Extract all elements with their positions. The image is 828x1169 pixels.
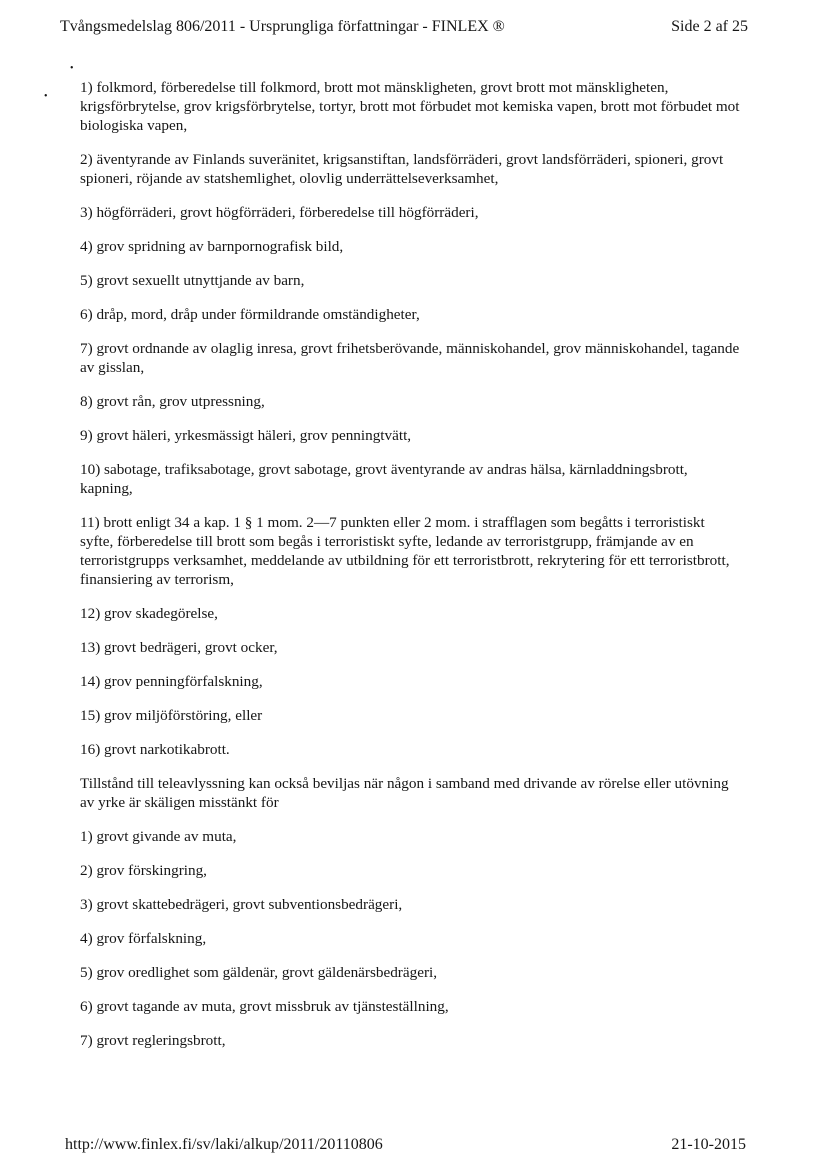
list-item-1-folkmord: 1) folkmord, förberedelse till folkmord, brott mot mänskligheten, grovt brott mot mänskligheten, krigsförbrytelse, grov krigsförbrytelse, tortyr, brott mot förbudet mot kemiska vapen, brott mot förbudet mot biologiska vapen, bbox=[80, 79, 740, 134]
page-footer bbox=[65, 1136, 746, 1158]
list-item-5-oredlighet: 5) grov oredlighet som gäldenär, grovt gäldenärsbedrägeri, bbox=[80, 964, 438, 981]
list-item-10-sabotage: 10) sabotage, trafiksabotage, grovt sabotage, grovt äventyrande av andras hälsa, kärnladdningsbrott, kapning, bbox=[80, 461, 688, 497]
list-item-9-haleri: 9) grovt häleri, yrkesmässigt häleri, grov penningtvätt, bbox=[80, 427, 412, 444]
list-item-1-muta: 1) grovt givande av muta, bbox=[80, 828, 237, 845]
list-item-14-penningforfalskning: 14) grov penningförfalskning, bbox=[80, 673, 263, 690]
list-item-12-skadegorelse: 12) grov skadegörelse, bbox=[80, 605, 218, 622]
list-item-4-forfalskning: 4) grov förfalskning, bbox=[80, 930, 207, 947]
page-header bbox=[60, 18, 748, 40]
list-item-7-regleringsbrott: 7) grovt regleringsbrott, bbox=[80, 1032, 226, 1049]
list-item-7-olaglig-inresa: 7) grovt ordnande av olaglig inresa, grovt frihetsberövande, människohandel, grov människohandel, tagande av gisslan, bbox=[80, 340, 740, 376]
list-item-4-barnpornografi: 4) grov spridning av barnpornografisk bild, bbox=[80, 238, 344, 255]
list-item-8-ran: 8) grovt rån, grov utpressning, bbox=[80, 393, 265, 410]
paragraph-tillstand: Tillstånd till teleavlyssning kan också beviljas när någon i samband med drivande av rörelse eller utövning av yrke är skäligen misstänkt för bbox=[80, 775, 729, 811]
document-title: Tvångsmedelslag 806/2011 - Ursprungliga författningar - FINLEX ® bbox=[60, 18, 505, 35]
list-item-6-drap: 6) dråp, mord, dråp under förmildrande omständigheter, bbox=[80, 306, 420, 323]
list-item-11-terrorism: 11) brott enligt 34 a kap. 1 § 1 mom. 2—7 punkten eller 2 mom. i strafflagen som begåtts i terroristiskt syfte, förberedelse till brott som begås i terroristiskt syfte, ledande av terroristgrupp, främjande av en terroristgrupps verksamhet, meddelande av utbildning för ett terroristbrott, rekrytering för ett terroristbrott, finansiering av terrorism, bbox=[80, 514, 730, 588]
list-item-2-suveranitet: 2) äventyrande av Finlands suveränitet, krigsanstiftan, landsförräderi, grovt landsförräderi, spioneri, grovt spioneri, röjande av statshemlighet, olovlig underrättelseverksamhet, bbox=[80, 151, 724, 187]
list-item-5-sexuellt-utnyttjande: 5) grovt sexuellt utnyttjande av barn, bbox=[80, 272, 305, 289]
list-item-15-miljoforstoring: 15) grov miljöförstöring, eller bbox=[80, 707, 263, 724]
scan-dot-mark: • bbox=[44, 91, 48, 102]
source-url: http://www.finlex.fi/sv/laki/alkup/2011/20110806 bbox=[65, 1136, 383, 1153]
print-date: 21-10-2015 bbox=[671, 1136, 746, 1153]
scan-dot-mark: • bbox=[70, 63, 74, 74]
list-item-2-forskingring: 2) grov förskingring, bbox=[80, 862, 207, 879]
list-item-13-bedrageri: 13) grovt bedrägeri, grovt ocker, bbox=[80, 639, 278, 656]
list-item-6-tagande-av-muta: 6) grovt tagande av muta, grovt missbruk av tjänsteställning, bbox=[80, 998, 449, 1015]
list-item-3-skattebedrageri: 3) grovt skattebedrägeri, grovt subventionsbedrägeri, bbox=[80, 896, 403, 913]
document-body bbox=[80, 78, 740, 1065]
page-number: Side 2 af 25 bbox=[671, 18, 748, 35]
list-item-16-narkotikabrott: 16) grovt narkotikabrott. bbox=[80, 741, 230, 758]
list-item-3-hogforraderi: 3) högförräderi, grovt högförräderi, förberedelse till högförräderi, bbox=[80, 204, 479, 221]
